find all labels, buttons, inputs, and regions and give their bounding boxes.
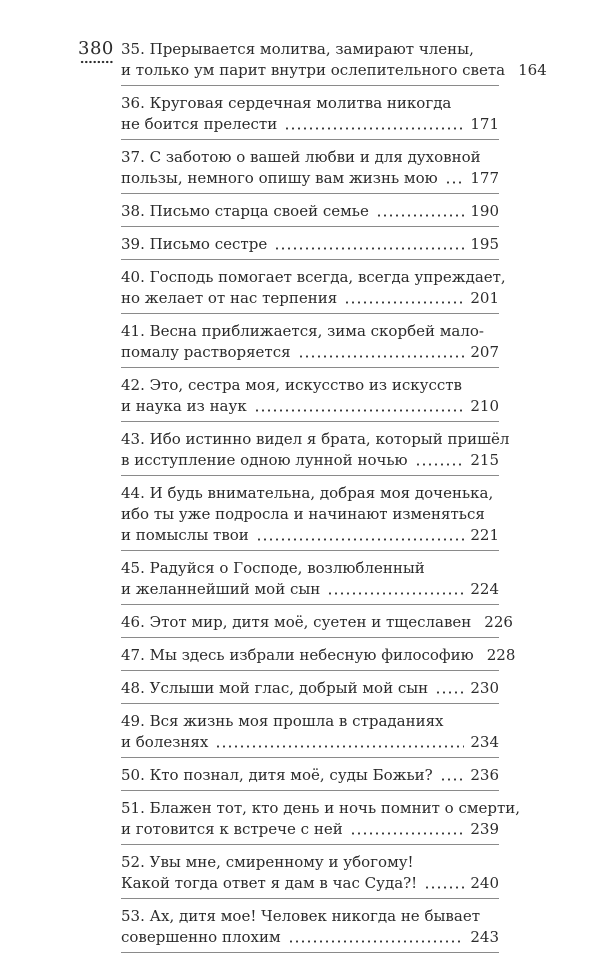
toc-entry xyxy=(121,610,513,638)
dot-leader xyxy=(327,592,464,595)
toc-entry-page: 224 xyxy=(470,580,499,598)
dot-leader xyxy=(415,463,465,466)
toc-entry-line xyxy=(121,147,499,168)
toc-entry-line xyxy=(121,645,516,666)
toc-entry-line xyxy=(121,483,499,504)
toc-entry-title: и желаннейший мой сын xyxy=(121,580,321,598)
dot-leader xyxy=(298,355,465,358)
toc-entry xyxy=(121,556,499,605)
toc-entry-page: 230 xyxy=(470,679,499,697)
toc-entry-title: 50. Кто познал, дитя моё, суды Божьи? xyxy=(121,766,433,784)
toc-entry-line xyxy=(121,906,499,927)
toc-entry-title: 53. Ах, дитя мое! Человек никогда не бывает xyxy=(121,907,480,925)
toc-entry xyxy=(121,427,510,476)
toc-entry-line xyxy=(121,558,499,579)
toc-entry-page: 239 xyxy=(470,820,499,838)
toc-entry-page: 215 xyxy=(470,451,499,469)
dot-leader xyxy=(284,127,464,130)
toc-entry-title: 39. Письмо сестре xyxy=(121,235,268,253)
dot-leader xyxy=(344,301,464,304)
toc-entry-line xyxy=(121,93,499,114)
toc-entry-line xyxy=(121,504,499,525)
toc-entry-page: 201 xyxy=(470,289,499,307)
toc-entry-page: 228 xyxy=(486,646,516,664)
toc-entry xyxy=(121,481,499,551)
page-number: 380 xyxy=(78,38,114,59)
toc-entry-title: но желает от нас терпения xyxy=(121,289,338,307)
toc-entry-title: 46. Этот мир, дитя моё, суетен и тщеславен xyxy=(121,613,472,631)
toc-entry xyxy=(121,904,499,953)
toc-entry-title: 40. Господь помогает всегда, всегда упреждает, xyxy=(121,268,506,286)
toc-entry-title: 48. Услыши мой глас, добрый мой сын xyxy=(121,679,429,697)
toc-entry-line xyxy=(121,873,499,894)
toc-entry-line xyxy=(121,612,513,633)
toc-entry-title: в исступление одною лунной ночью xyxy=(121,451,408,469)
toc-entry-line xyxy=(121,60,547,81)
toc-entry-line xyxy=(121,450,499,471)
dot-leader xyxy=(350,832,465,835)
toc-entry-page: 221 xyxy=(470,526,499,544)
toc-entry-title: Какой тогда ответ я дам в час Суда?! xyxy=(121,874,418,892)
toc-entry-page: 240 xyxy=(470,874,499,892)
toc-entry-line xyxy=(121,342,499,363)
toc-entry xyxy=(121,763,499,791)
toc-entry xyxy=(121,676,499,704)
toc-entry xyxy=(121,232,499,260)
toc-entry-line xyxy=(121,711,499,732)
toc-entry-line xyxy=(121,321,499,342)
toc-entry-title: 51. Блажен тот, кто день и ночь помнит о смерти, xyxy=(121,799,521,817)
dot-leader xyxy=(376,214,465,217)
toc-entry-line xyxy=(121,114,499,135)
dot-leader xyxy=(288,940,465,943)
toc-entry-title: совершенно плохим xyxy=(121,928,281,946)
toc-entry-line xyxy=(121,168,499,189)
toc-entry xyxy=(121,91,499,140)
dot-leader xyxy=(256,538,465,541)
toc-entry-title: пользы, немного опишу вам жизнь мою xyxy=(121,169,438,187)
toc-entry-title: 49. Вся жизнь моя прошла в страданиях xyxy=(121,712,444,730)
dot-leader xyxy=(215,745,464,748)
toc-entry-title: и болезнях xyxy=(121,733,209,751)
dot-leader xyxy=(445,181,465,184)
toc-entry-title: ибо ты уже подросла и начинают изменяться xyxy=(121,505,485,523)
toc-entry-line xyxy=(121,267,506,288)
toc-entry xyxy=(121,37,547,86)
dot-leader xyxy=(435,691,464,694)
toc-entry-title: и наука из наук xyxy=(121,397,247,415)
toc-entry-title: 43. Ибо истинно видел я брата, который пришёл xyxy=(121,430,510,448)
toc-entry-page: 190 xyxy=(470,202,499,220)
toc-entry-title: не боится прелести xyxy=(121,115,278,133)
toc-entry-line xyxy=(121,234,499,255)
dot-leader xyxy=(254,409,465,412)
toc-entry-page: 234 xyxy=(470,733,499,751)
toc-entry-title: 38. Письмо старца своей семье xyxy=(121,202,369,220)
toc-entry-title: 42. Это, сестра моя, искусство из искусств xyxy=(121,376,462,394)
toc-entry-page: 164 xyxy=(518,61,547,79)
toc-entry xyxy=(121,709,499,758)
toc-entry-page: 207 xyxy=(470,343,499,361)
toc-entry-line xyxy=(121,525,499,546)
toc-entry xyxy=(121,373,499,422)
toc-entry-line xyxy=(121,852,499,873)
table-of-contents xyxy=(121,37,547,958)
page-number-ornament xyxy=(80,60,114,64)
toc-entry xyxy=(121,265,506,314)
toc-entry xyxy=(121,850,499,899)
toc-entry xyxy=(121,796,521,845)
toc-entry xyxy=(121,319,499,368)
toc-entry-title: 47. Мы здесь избрали небесную философию xyxy=(121,646,474,664)
dot-leader xyxy=(440,778,465,781)
toc-entry-line xyxy=(121,819,499,840)
toc-entry-title: 41. Весна приближается, зима скорбей мало- xyxy=(121,322,484,340)
toc-entry-line xyxy=(121,288,499,309)
toc-entry-page: 171 xyxy=(470,115,499,133)
toc-entry-line xyxy=(121,927,499,948)
toc-entry-title: 35. Прерывается молитва, замирают члены, xyxy=(121,40,474,58)
toc-entry-title: 52. Увы мне, смиренному и убогому! xyxy=(121,853,414,871)
toc-entry-title: 36. Круговая сердечная молитва никогда xyxy=(121,94,452,112)
toc-entry-line xyxy=(121,201,499,222)
toc-entry-line xyxy=(121,375,499,396)
toc-entry-line xyxy=(121,678,499,699)
toc-entry xyxy=(121,199,499,227)
toc-entry-line xyxy=(121,39,499,60)
toc-entry-title: помалу растворяется xyxy=(121,343,291,361)
toc-entry-title: и готовится к встрече с ней xyxy=(121,820,343,838)
toc-entry-page: 195 xyxy=(470,235,499,253)
toc-entry-title: 37. С заботою о вашей любви и для духовной xyxy=(121,148,481,166)
toc-entry-title: 44. И будь внимательна, добрая моя доченька, xyxy=(121,484,494,502)
toc-entry-line xyxy=(121,765,499,786)
toc-entry-title: и помыслы твои xyxy=(121,526,249,544)
toc-entry-page: 226 xyxy=(484,613,513,631)
dot-leader xyxy=(274,247,464,250)
toc-entry-line xyxy=(121,429,510,450)
toc-entry xyxy=(121,643,516,671)
toc-entry-title: и только ум парит внутри ослепительного света xyxy=(121,61,506,79)
toc-entry-line xyxy=(121,798,521,819)
toc-entry-line xyxy=(121,396,499,417)
toc-entry-title: 45. Радуйся о Господе, возлюбленный xyxy=(121,559,425,577)
toc-entry-line xyxy=(121,579,499,600)
toc-entry-page: 236 xyxy=(470,766,499,784)
toc-entry-page: 243 xyxy=(470,928,499,946)
toc-entry-page: 210 xyxy=(470,397,499,415)
toc-entry xyxy=(121,145,499,194)
toc-entry-page: 177 xyxy=(470,169,499,187)
dot-leader xyxy=(424,886,464,889)
